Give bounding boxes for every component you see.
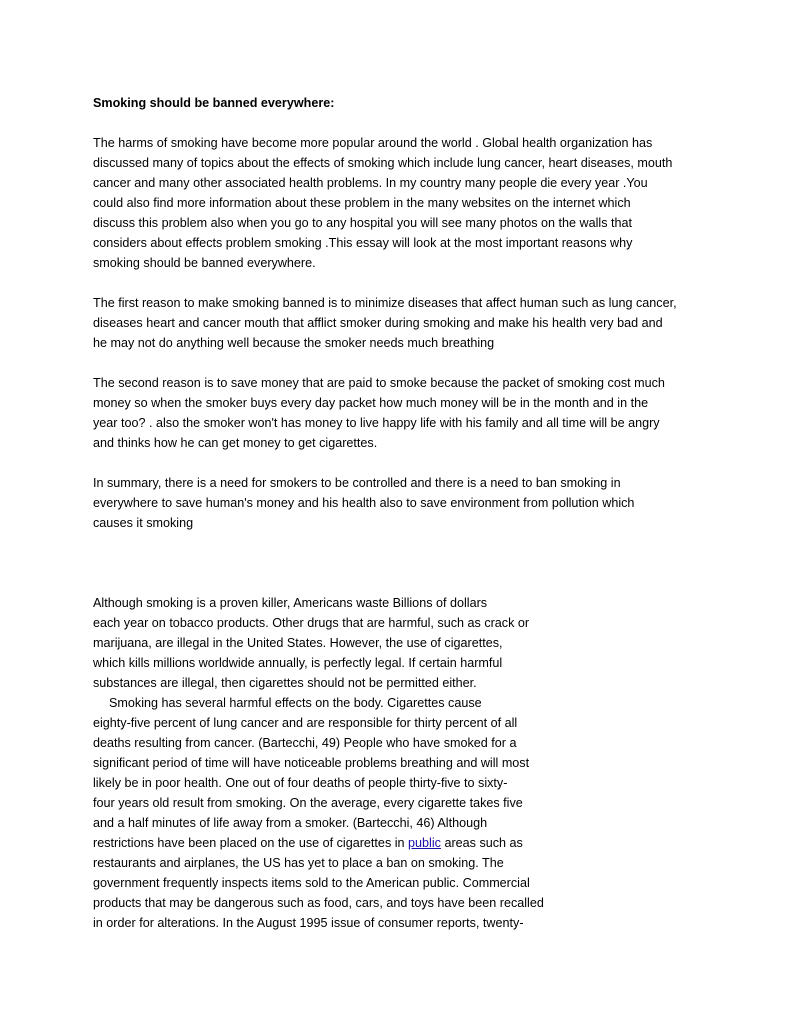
- text-line: diseases heart and cancer mouth that afflict smoker during smoking and make his health very bad and: [93, 316, 663, 330]
- text-line-with-link: [93, 833, 713, 853]
- text-line: causes it smoking: [93, 516, 194, 530]
- text-line: cancer and many other associated health problems. In my country many people die every year .You: [93, 176, 648, 190]
- spacer: [93, 533, 713, 593]
- text-line: restaurants and airplanes, the US has yet to place a ban on smoking. The: [93, 856, 504, 870]
- text-line: Although smoking is a proven killer, Americans waste Billions of dollars: [93, 596, 488, 610]
- text-line: marijuana, are illegal in the United States. However, the use of cigarettes,: [93, 636, 503, 650]
- text-line: likely be in poor health. One out of four deaths of people thirty-five to sixty-: [93, 776, 508, 790]
- intro-paragraph: [93, 133, 713, 273]
- text-line: discussed many of topics about the effects of smoking which include lung cancer, heart diseases, mouth: [93, 156, 673, 170]
- link-line-before: restrictions have been placed on the use of cigarettes in: [93, 836, 409, 850]
- text-line: significant period of time will have noticeable problems breathing and will most: [93, 756, 530, 770]
- second-section-paragraph: [93, 593, 713, 933]
- text-line: four years old result from smoking. On the average, every cigarette takes five: [93, 796, 523, 810]
- public-link[interactable]: public: [408, 836, 441, 850]
- text-line: The second reason is to save money that are paid to smoke because the packet of smoking cost much: [93, 376, 665, 390]
- spacer: [93, 353, 713, 373]
- text-line: The first reason to make smoking banned is to minimize diseases that affect human such as lung cancer,: [93, 296, 677, 310]
- text-line: and a half minutes of life away from a smoker. (Bartecchi, 46) Although: [93, 816, 488, 830]
- second-reason-paragraph: [93, 373, 713, 453]
- spacer: [93, 273, 713, 293]
- spacer: [93, 453, 713, 473]
- document-title: Smoking should be banned everywhere:: [93, 96, 335, 110]
- text-line: discuss this problem also when you go to any hospital you will see many photos on the walls that: [93, 216, 633, 230]
- text-line: smoking should be banned everywhere.: [93, 256, 316, 270]
- text-line: eighty-five percent of lung cancer and are responsible for thirty percent of all: [93, 716, 518, 730]
- document-page: [93, 93, 713, 933]
- link-line-after: areas such as: [440, 836, 523, 850]
- text-line: substances are illegal, then cigarettes should not be permitted either.: [93, 676, 477, 690]
- text-line: each year on tobacco products. Other drugs that are harmful, such as crack or: [93, 616, 530, 630]
- text-line: deaths resulting from cancer. (Bartecchi, 49) People who have smoked for a: [93, 736, 517, 750]
- text-line: could also find more information about these problem in the many websites on the internet which: [93, 196, 631, 210]
- text-line: The harms of smoking have become more popular around the world . Global health organization has: [93, 136, 653, 150]
- text-line: products that may be dangerous such as food, cars, and toys have been recalled: [93, 896, 544, 910]
- text-line: which kills millions worldwide annually, is perfectly legal. If certain harmful: [93, 656, 503, 670]
- text-line: Smoking has several harmful effects on the body. Cigarettes cause: [109, 696, 482, 710]
- text-line: In summary, there is a need for smokers to be controlled and there is a need to ban smoking in: [93, 476, 621, 490]
- spacer: [93, 113, 713, 133]
- text-line: government frequently inspects items sold to the American public. Commercial: [93, 876, 530, 890]
- text-line: year too? . also the smoker won't has money to live happy life with his family and all time will be angry: [93, 416, 660, 430]
- summary-paragraph: [93, 473, 713, 533]
- text-line: he may not do anything well because the smoker needs much breathing: [93, 336, 495, 350]
- text-line: considers about effects problem smoking .This essay will look at the most important reasons why: [93, 236, 633, 250]
- first-reason-paragraph: [93, 293, 713, 353]
- text-line: in order for alterations. In the August 1995 issue of consumer reports, twenty-: [93, 916, 524, 930]
- text-line: money so when the smoker buys every day packet how much money will be in the month and in the: [93, 396, 649, 410]
- text-line: everywhere to save human's money and his health also to save environment from pollution which: [93, 496, 635, 510]
- text-line: and thinks how he can get money to get cigarettes.: [93, 436, 378, 450]
